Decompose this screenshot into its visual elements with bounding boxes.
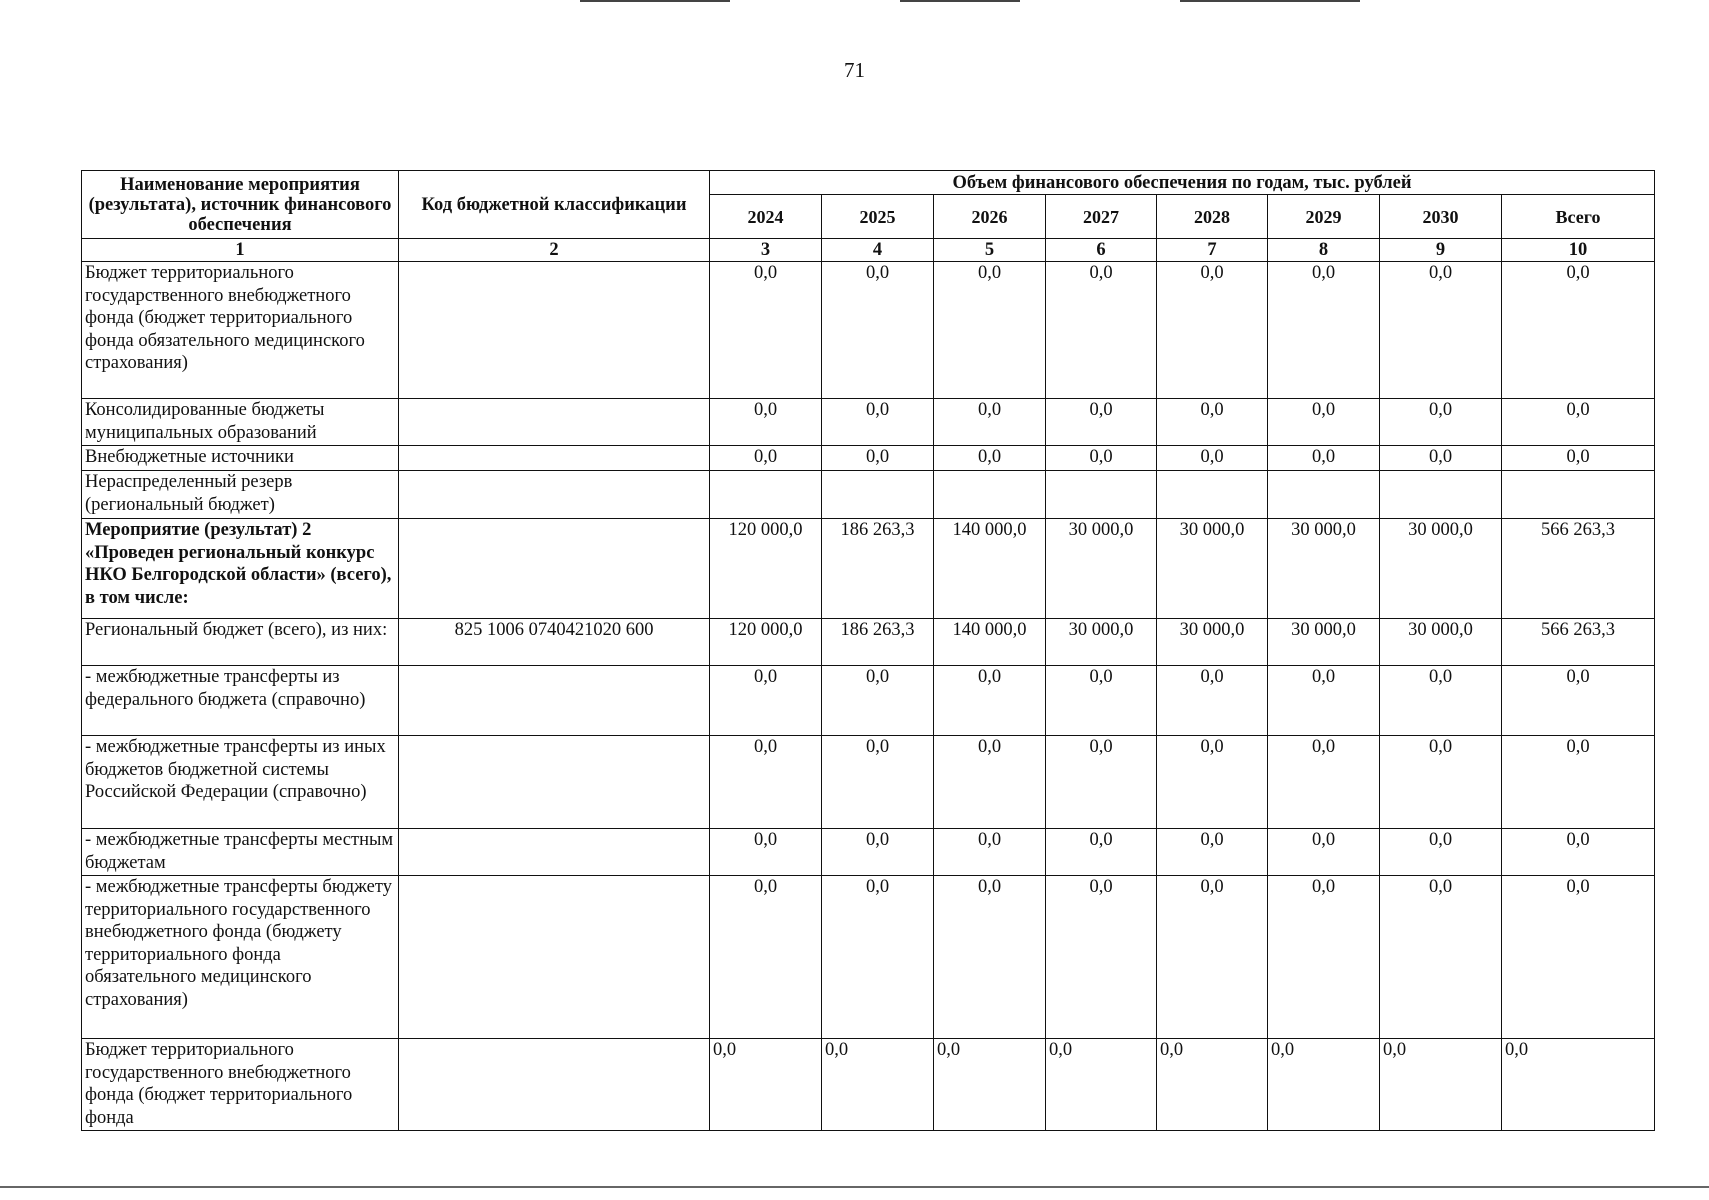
row-value [1502, 471, 1655, 519]
row-value: 0,0 [934, 262, 1046, 399]
table-row [82, 876, 1655, 1039]
row-value: 0,0 [934, 666, 1046, 736]
row-value: 0,0 [710, 876, 822, 1039]
table-row [82, 736, 1655, 829]
row-value [1380, 471, 1502, 519]
row-code [399, 829, 710, 876]
row-name: - межбюджетные трансферты из федерального бюджета (справочно) [82, 666, 399, 736]
row-name: Бюджет территориального государственного внебюджетного фонда (бюджет территориального фонда [82, 1039, 399, 1131]
row-value: 0,0 [1380, 666, 1502, 736]
row-value: 0,0 [1268, 736, 1380, 829]
header-year: 2030 [1380, 195, 1502, 239]
row-value [710, 471, 822, 519]
row-value [934, 471, 1046, 519]
header-name: Наименование мероприятия (результата), источник финансового обеспечения [82, 171, 399, 239]
row-value: 0,0 [1046, 876, 1157, 1039]
row-value: 0,0 [934, 1039, 1046, 1131]
row-value: 0,0 [1157, 829, 1268, 876]
table-row [82, 262, 1655, 399]
row-value: 0,0 [822, 666, 934, 736]
column-number: 4 [822, 239, 934, 262]
row-value: 0,0 [1268, 399, 1380, 446]
column-number: 2 [399, 239, 710, 262]
table-row [82, 619, 1655, 666]
row-value: 0,0 [822, 446, 934, 471]
header-year: 2024 [710, 195, 822, 239]
row-value: 0,0 [710, 829, 822, 876]
row-name: - межбюджетные трансферты бюджету территориального государственного внебюджетного фонда (бюджету территориального фонда обязательного медицинского страхования) [82, 876, 399, 1039]
row-value: 30 000,0 [1046, 519, 1157, 619]
row-name: Региональный бюджет (всего), из них: [82, 619, 399, 666]
row-code [399, 519, 710, 619]
row-value: 140 000,0 [934, 619, 1046, 666]
row-code [399, 876, 710, 1039]
row-value: 0,0 [1046, 1039, 1157, 1131]
row-value: 186 263,3 [822, 519, 934, 619]
row-value: 120 000,0 [710, 619, 822, 666]
table-row [82, 446, 1655, 471]
row-name: Консолидированные бюджеты муниципальных образований [82, 399, 399, 446]
column-number: 1 [82, 239, 399, 262]
row-value [1046, 471, 1157, 519]
row-value: 0,0 [1502, 876, 1655, 1039]
column-number: 7 [1157, 239, 1268, 262]
row-value: 0,0 [1502, 829, 1655, 876]
row-value: 0,0 [1046, 262, 1157, 399]
scan-edge-top [580, 0, 730, 2]
row-value [1268, 471, 1380, 519]
row-code [399, 1039, 710, 1131]
row-value: 0,0 [822, 829, 934, 876]
row-value: 0,0 [822, 1039, 934, 1131]
row-value: 30 000,0 [1157, 519, 1268, 619]
financing-table [81, 170, 1655, 1131]
row-value: 0,0 [1157, 876, 1268, 1039]
row-value: 0,0 [1046, 829, 1157, 876]
row-value: 30 000,0 [1380, 519, 1502, 619]
row-value: 0,0 [934, 736, 1046, 829]
table-row [82, 399, 1655, 446]
row-value: 30 000,0 [1046, 619, 1157, 666]
header-year: 2027 [1046, 195, 1157, 239]
column-number: 10 [1502, 239, 1655, 262]
row-value: 566 263,3 [1502, 619, 1655, 666]
page-number: 71 [844, 58, 865, 82]
row-value: 0,0 [1268, 666, 1380, 736]
row-value: 0,0 [822, 876, 934, 1039]
row-value: 0,0 [1502, 736, 1655, 829]
table-row [82, 471, 1655, 519]
row-code [399, 736, 710, 829]
column-numbers-row [82, 239, 1655, 262]
row-code [399, 471, 710, 519]
row-name: Нераспределенный резерв (региональный бюджет) [82, 471, 399, 519]
row-value: 0,0 [710, 666, 822, 736]
row-value: 0,0 [710, 736, 822, 829]
row-value: 0,0 [934, 829, 1046, 876]
row-value: 30 000,0 [1157, 619, 1268, 666]
row-code [399, 666, 710, 736]
header-volume: Объем финансового обеспечения по годам, тыс. рублей [710, 171, 1655, 195]
header-code: Код бюджетной классификации [399, 171, 710, 239]
header-year: 2028 [1157, 195, 1268, 239]
row-code [399, 399, 710, 446]
row-value: 0,0 [1502, 666, 1655, 736]
row-value: 0,0 [710, 446, 822, 471]
row-value: 0,0 [1380, 829, 1502, 876]
header-total: Всего [1502, 195, 1655, 239]
row-value: 120 000,0 [710, 519, 822, 619]
table-row [82, 1039, 1655, 1131]
row-value: 0,0 [822, 399, 934, 446]
row-value: 0,0 [1502, 446, 1655, 471]
header-year: 2026 [934, 195, 1046, 239]
row-value: 0,0 [1268, 262, 1380, 399]
row-code: 825 1006 0740421020 600 [399, 619, 710, 666]
row-value: 0,0 [1157, 736, 1268, 829]
row-code [399, 446, 710, 471]
row-code [399, 262, 710, 399]
row-name: - межбюджетные трансферты местным бюджетам [82, 829, 399, 876]
header-year: 2029 [1268, 195, 1380, 239]
row-value: 0,0 [710, 399, 822, 446]
row-value: 0,0 [1046, 736, 1157, 829]
row-value: 0,0 [1380, 876, 1502, 1039]
row-value: 0,0 [1380, 446, 1502, 471]
row-name: Бюджет территориального государственного внебюджетного фонда (бюджет территориального фонда обязательного медицинского страхования) [82, 262, 399, 399]
row-value: 0,0 [1268, 829, 1380, 876]
row-value [1157, 471, 1268, 519]
column-number: 5 [934, 239, 1046, 262]
row-value: 140 000,0 [934, 519, 1046, 619]
row-value: 0,0 [1502, 1039, 1655, 1131]
row-value: 0,0 [1157, 666, 1268, 736]
row-value: 566 263,3 [1502, 519, 1655, 619]
row-value: 0,0 [1380, 262, 1502, 399]
row-value: 0,0 [1380, 1039, 1502, 1131]
row-value: 0,0 [822, 736, 934, 829]
row-value: 0,0 [1157, 446, 1268, 471]
row-value: 0,0 [1380, 399, 1502, 446]
row-name: Внебюджетные источники [82, 446, 399, 471]
row-value: 186 263,3 [822, 619, 934, 666]
row-value: 0,0 [1157, 1039, 1268, 1131]
row-value: 0,0 [1380, 736, 1502, 829]
row-value: 0,0 [1268, 1039, 1380, 1131]
row-value: 0,0 [710, 262, 822, 399]
row-value: 0,0 [1157, 399, 1268, 446]
row-value: 0,0 [1268, 446, 1380, 471]
column-number: 8 [1268, 239, 1380, 262]
row-value: 0,0 [1046, 446, 1157, 471]
scan-edge-top [1180, 0, 1360, 2]
table-row [82, 519, 1655, 619]
header-year: 2025 [822, 195, 934, 239]
row-value: 0,0 [1157, 262, 1268, 399]
row-value: 0,0 [1502, 399, 1655, 446]
row-value: 30 000,0 [1268, 619, 1380, 666]
row-value: 0,0 [710, 1039, 822, 1131]
row-value [822, 471, 934, 519]
scan-edge-bottom [0, 1186, 1709, 1188]
row-name: Мероприятие (результат) 2 «Проведен региональный конкурс НКО Белгородской области» (всего), в том числе: [82, 519, 399, 619]
row-name: - межбюджетные трансферты из иных бюджетов бюджетной системы Российской Федерации (справочно) [82, 736, 399, 829]
table-row [82, 666, 1655, 736]
row-value: 0,0 [934, 446, 1046, 471]
row-value: 30 000,0 [1268, 519, 1380, 619]
column-number: 9 [1380, 239, 1502, 262]
scan-edge-top [900, 0, 1020, 2]
row-value: 30 000,0 [1380, 619, 1502, 666]
row-value: 0,0 [1502, 262, 1655, 399]
column-number: 6 [1046, 239, 1157, 262]
table-row [82, 829, 1655, 876]
row-value: 0,0 [1046, 666, 1157, 736]
row-value: 0,0 [1046, 399, 1157, 446]
row-value: 0,0 [1268, 876, 1380, 1039]
row-value: 0,0 [934, 876, 1046, 1039]
row-value: 0,0 [934, 399, 1046, 446]
row-value: 0,0 [822, 262, 934, 399]
column-number: 3 [710, 239, 822, 262]
